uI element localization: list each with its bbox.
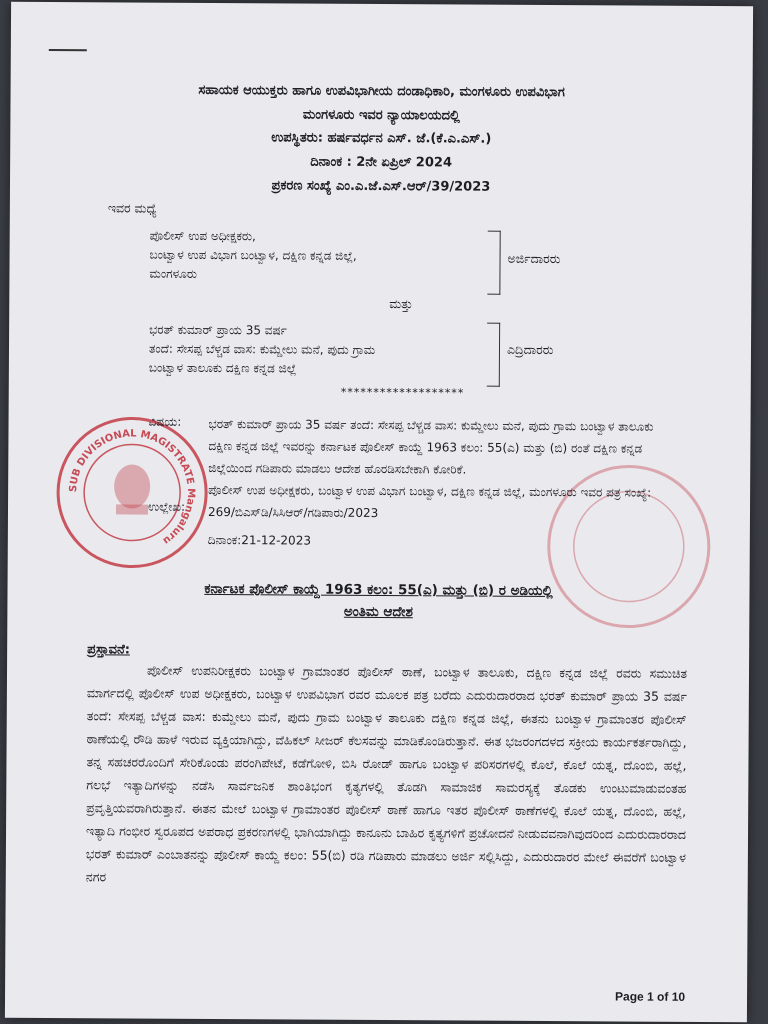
- presiding-officer: ಉಪಸ್ಥಿತರು: ಹರ್ಷವರ್ಧನ ಎಸ್. ಜೆ.(ಕೆ.ಎ.ಎಸ್.): [271, 130, 492, 147]
- reference-date: ದಿನಾಂಕ:21-12-2023: [207, 532, 312, 548]
- page-number: Page 1 of 10: [615, 989, 686, 1004]
- document-page: [5, 2, 753, 1023]
- preamble-body: ಪೊಲೀಸ್ ಉಪನಿರೀಕ್ಷಕರು ಬಂಟ್ವಾಳ ಗ್ರಾಮಾಂತರ ಪೊಲೀಸ್ ಠಾಣೆ, ಬಂಟ್ವಾಳ ತಾಲೂಕು, ದಕ್ಷಿಣ ಕನ್ನಡ ಜಿಲ್ಲೆ ರವರು ಸಮುಚಿತ ಮಾರ್ಗದಲ್ಲಿ ಪೊಲೀಸ್ ಉಪ ಅಧೀಕ್ಷಕರು, ಬಂಟ್ವಾಳ ಉಪವಿಭಾಗ ರವರ ಮೂಲಕ ಪತ್ರ ಬರೆದು ಎದುರುದಾರರಾದ ಭರತ್ ಕುಮಾರ್ ಪ್ರಾಯ 35 ವರ್ಷ ತಂದೆ: ಸೇಸಪ್ಪ ಬೆಳ್ಚಡ ವಾಸ: ಕುಮ್ಡೇಲು ಮನೆ, ಪುದು ಗ್ರಾಮ ಬಂಟ್ವಾಳ ತಾಲೂಕು ದಕ್ಷಿಣ ಕನ್ನಡ ಜಿಲ್ಲೆ, ಈತನು ಬಂಟ್ವಾಳ ಗ್ರಾಮಾಂತರ ಪೊಲೀಸ್ ಠಾಣೆಯಲ್ಲಿ ರೌಡಿ ಹಾಳೆ ಇರುವ ವ್ಯಕ್ತಿಯಾಗಿದ್ದು, ವೆಹಿಕಲ್ ಸೀಜರ್ ಕೆಲಸವನ್ನು ಮಾಡಿಕೊಂಡಿರುತ್ತಾನೆ. ಈತ ಭಜರಂಗದಳದ ಸಕ್ರೀಯ ಕಾರ್ಯಕರ್ತರಾಗಿದ್ದು, ತನ್ನ ಸಹಚರರೊಂದಿಗೆ ಸೇರಿಕೊಂಡು ಪರಂಗಿಪೇಟೆ, ಕಡೆಗೋಳಿ, ಬಿಸಿ ರೋಡ್ ಹಾಗೂ ಬಂಟ್ವಾಳ ಪರಿಸರಗಳಲ್ಲಿ ಕೊಲೆ, ಕೊಲೆ ಯತ್ನ, ದೊಂಬಿ, ಹಲ್ಲೆ, ಗಲಭೆ ಇತ್ಯಾದಿಗಳನ್ನು ನಡೆಸಿ ಸಾರ್ವಜನಿಕ ಶಾಂತಿಭಂಗ ಕೃತ್ಯಗಳಲ್ಲಿ ತೊಡಗಿ ಸಾಮಾಜಿಕ ಸಾಮರಸ್ಯಕ್ಕೆ ತೊಡಕು ಉಂಟುಮಾಡುವಂತಹ ಪ್ರವೃತ್ತಿಯವರಾಗಿರುತ್ತಾನೆ. ಈತನ ಮೇಲೆ ಬಂಟ್ವಾಳ ಗ್ರಾಮಾಂತರ ಪೊಲೀಸ್ ಠಾಣೆ ಹಾಗೂ ಇತರ ಪೊಲೀಸ್ ಠಾಣೆಗಳಲ್ಲಿ ಕೊಲೆ ಯತ್ನ, ದೊಂಬಿ, ಹಲ್ಲೆ, ಇತ್ಯಾದಿ ಗಂಭೀರ ಸ್ವರೂಪದ ಅಪರಾಧ ಪ್ರಕರಣಗಳಲ್ಲಿ ಭಾಗಿಯಾಗಿದ್ದು ಕಾನೂನು ಬಾಹಿರ ಕೃತ್ಯಗಳಿಗೆ ಪ್ರಚೋದನೆ ನೀಡುವವನಾಗಿವುದರಿಂದ ಎದುರುದಾರರಾದ ಭರತ್ ಕುಮಾರ್ ಎಂಬಾತನನ್ನು ಪೊಲೀಸ್ ಕಾಯ್ದೆ ಕಲಂ: 55(ಬಿ) ರಡಿ ಗಡಿಪಾರು ಮಾಡಲು ಅರ್ಜಿ ಸಲ್ಲಿಸಿದ್ದು, ಎದುರುದಾರರ ಮೇಲೆ ಈವರೆಗೆ ಬಂಟ್ವಾಳ ನಗರ: [85, 662, 688, 885]
- petitioner-role: ಅರ್ಜಿದಾರರು: [507, 250, 561, 267]
- respondent-line1: ಭರತ್ ಕುಮಾರ್ ಪ್ರಾಯ 35 ವರ್ಷ: [149, 322, 287, 338]
- order-date: ದಿನಾಂಕ : 2ನೇ ಏಪ್ರಿಲ್ 2024: [310, 154, 453, 171]
- petitioner-line1: ಪೊಲೀಸ್ ಉಪ ಅಧೀಕ್ಷಕರು,: [149, 228, 256, 244]
- respondent-brace: [487, 323, 500, 387]
- reference-label: ಉಲ್ಲೇಖ:: [147, 499, 186, 514]
- separator-stars: *******************: [340, 385, 465, 400]
- respondent-line2: ತಂದೆ: ಸೇಸಪ್ಪ ಬೆಳ್ಚಡ ವಾಸ: ಕುಮ್ಡೇಲು ಮನೆ, ಪುದು ಗ್ರಾಮ: [148, 341, 376, 357]
- respondent-line3: ಬಂಟ್ವಾಳ ತಾಲೂಕು ದಕ್ಷಿಣ ಕನ್ನಡ ಜಿಲ್ಲೆ: [148, 360, 297, 376]
- seal-text: SUB DIVISIONAL MAGISTRATE Mangaluru: [68, 428, 197, 547]
- top-dash-mark: [49, 49, 87, 51]
- petitioner-block: [149, 227, 357, 285]
- petitioner-line2: ಬಂಟ್ವಾಳ ಉಪ ವಿಭಾಗ ಬಂಟ್ವಾಳ, ದಕ್ಷಿಣ ಕನ್ನಡ ಜಿಲ್ಲೆ,: [149, 247, 357, 263]
- respondent-block: [149, 321, 376, 379]
- subject-reference-block: [208, 413, 679, 526]
- subject-label: ವಿಷಯ:: [148, 414, 182, 429]
- between-label: ಇವರ ಮಧ್ಯೆ: [107, 200, 157, 216]
- and-label: ಮತ್ತು: [389, 296, 413, 312]
- case-number: ಪ್ರಕರಣ ಸಂಖ್ಯೆ ಎಂ.ಎ.ಜೆ.ಎಸ್.ಆರ್/39/2023: [271, 178, 491, 195]
- order-title-line1: ಕರ್ನಾಟಕ ಪೊಲೀಸ್ ಕಾಯ್ದೆ 1963 ಕಲಂ: 55(ಎ) ಮತ್ತು (ಬಿ) ರ ಅಡಿಯಲ್ಲಿ: [204, 580, 553, 600]
- petitioner-brace: [487, 231, 500, 295]
- reference-text: ಪೊಲೀಸ್ ಉಪ ಅಧೀಕ್ಷಕರು, ಬಂಟ್ವಾಳ ಉಪ ವಿಭಾಗ ಬಂಟ್ವಾಳ, ದಕ್ಷಿಣ ಕನ್ನಡ ಜಿಲ್ಲೆ, ಮಂಗಳೂರು ಇವರ ಪತ್ರ ಸಂಖ್ಯೆ: 269/ಬಿಎಸ್‌ಡಿ/ಸಿಸಿಆರ್/ಗಡಿಪಾರು/2023: [207, 482, 652, 520]
- preamble-heading: ಪ್ರಸ್ತಾವನೆ:: [87, 642, 130, 658]
- order-title-line2: ಅಂತಿಮ ಆದೇಶ: [343, 603, 413, 621]
- magistrate-seal-stamp: [54, 414, 211, 571]
- respondent-role: ಎದ್ರಿದಾರರು: [506, 341, 554, 358]
- petitioner-line3: ಮಂಗಳೂರು: [149, 266, 198, 281]
- court-title-line2: ಮಂಗಳೂರು ಇವರ ನ್ಯಾಯಾಲಯದಲ್ಲಿ: [302, 107, 460, 124]
- subject-text: ಭರತ್ ಕುಮಾರ್ ಪ್ರಾಯ 35 ವರ್ಷ ತಂದೆ: ಸೇಸಪ್ಪ ಬೆಳ್ಚಡ ವಾಸ: ಕುಮ್ಡೇಲು ಮನೆ, ಪುದು ಗ್ರಾಮ ಬಂಟ್ವಾಳ ತಾಲೂಕು ದಕ್ಷಿಣ ಕನ್ನಡ ಜಿಲ್ಲೆ ಇವರನ್ನು ಕರ್ನಾಟಕ ಪೊಲೀಸ್ ಕಾಯ್ದೆ 1963 ಕಲಂ: 55(ಎ) ಮತ್ತು (ಬಿ) ರಂತೆ ದಕ್ಷಿಣ ಕನ್ನಡ ಜಿಲ್ಲೆಯಿಂದ ಗಡಿಪಾರು ಮಾಡಲು ಆದೇಶ ಹೊರಡಿಸಬೇಕಾಗಿ ಕೋರಿಕೆ.: [208, 416, 654, 477]
- court-title-line1: ಸಹಾಯಕ ಆಯುಕ್ತರು ಹಾಗೂ ಉಪವಿಭಾಗೀಯ ದಂಡಾಧಿಕಾರಿ, ಮಂಗಳೂರು ಉಪವಿಭಾಗ: [198, 82, 565, 101]
